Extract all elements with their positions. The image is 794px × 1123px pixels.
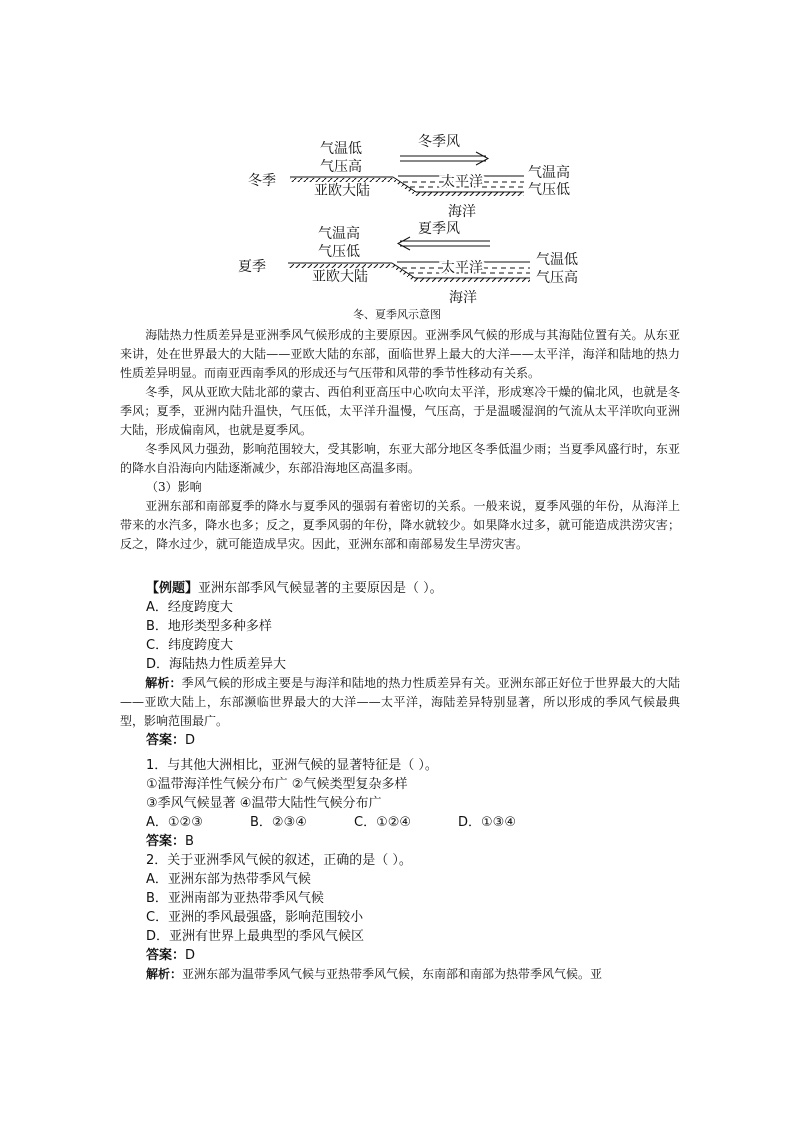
summer-ocean-temp: 气温低 <box>536 252 578 268</box>
summer-wind-label: 夏季风 <box>418 221 460 237</box>
summer-wind-arrow <box>398 237 490 250</box>
q1-options <box>120 813 680 832</box>
example-option-d: D．海陆热力性质差异大 <box>146 657 287 672</box>
q2-option-d: D．亚洲有世界上最典型的季风气候区 <box>146 929 365 944</box>
example-block <box>120 579 680 750</box>
example-question-text: 亚洲东部季风气候显著的主要原因是（ ）。 <box>198 581 443 596</box>
summer-land-pressure: 气压低 <box>318 244 360 260</box>
q2-option-b: B．亚洲南部为亚热带季风气候 <box>146 891 324 906</box>
paragraph-winter-summer: 冬季，风从亚欧大陆北部的蒙古、西伯利亚高压中心吹向太平洋，形成寒冷干燥的偏北风，也就是冬季风；夏季，亚洲内陆升温快，气压低，太平洋升温慢，气压高，于是温暖湿润的气流从太平洋吹向亚洲大陆，形成偏南风，也就是夏季风。 <box>120 385 680 437</box>
example-tag: 【例题】 <box>146 581 199 596</box>
q1-option-b: B．②③④ <box>250 815 307 830</box>
example-analysis <box>120 674 680 731</box>
winter-ocean-name: 太平洋 <box>441 174 483 190</box>
q2-option-a: A．亚洲东部为热带季风气候 <box>146 872 311 887</box>
summer-ocean-name: 太平洋 <box>441 260 483 276</box>
q2-option-c: C．亚洲的季风最强盛，影响范围较小 <box>146 910 364 925</box>
example-answer-value: D <box>185 733 196 748</box>
subheading-impact: （3）影响 <box>146 480 202 494</box>
q2-analysis-label: 解析： <box>146 967 183 981</box>
diagram-caption: 冬、夏季风示意图 <box>353 308 441 321</box>
q2-question: 2．关于亚洲季风气候的叙述，正确的是（ ）。 <box>146 853 412 868</box>
winter-wind-arrow <box>400 152 488 165</box>
example-analysis-label: 解析： <box>145 676 182 690</box>
q1-question: 1．与其他大洲相比，亚洲气候的显著特征是（ ）。 <box>146 758 438 773</box>
body-text <box>120 326 680 554</box>
example-answer-label: 答案： <box>146 733 186 748</box>
q1-answer-value: B <box>185 834 194 849</box>
paragraph-impact: 亚洲东部和南部夏季的降水与夏季风的强弱有着密切的关系。一般来说，夏季风强的年份，从海洋上带来的水汽多，降水也多；反之，夏季风弱的年份，降水就较少。如果降水过多，就可能造成洪涝灾害；反之，降水过少，就可能造成旱灾。因此，亚洲东部和南部易发生旱涝灾害。 <box>120 499 680 551</box>
summer-land-temp: 气温高 <box>318 226 360 242</box>
q1-statements-2: ③季风气候显著 ④温带大陆性气候分布广 <box>146 796 382 811</box>
q1-answer-label: 答案： <box>146 834 186 849</box>
monsoon-diagram <box>0 0 794 310</box>
q1-option-c: C．①②④ <box>354 815 412 830</box>
summer-ocean-pressure: 气压高 <box>536 270 578 286</box>
winter-ocean-pressure: 气压低 <box>528 182 570 198</box>
summer-land-name: 亚欧大陆 <box>312 269 368 285</box>
winter-land-temp: 气温低 <box>320 141 362 157</box>
q1-option-a: A．①②③ <box>146 815 203 830</box>
paragraph-wind-strength: 冬季风风力强劲，影响范围较大，受其影响，东亚大部分地区冬季低温少雨；当夏季风盛行时，东亚的降水自沿海向内陆逐渐减少，东部沿海地区高温多雨。 <box>120 442 680 475</box>
example-analysis-text: 季风气候的形成主要是与海洋和陆地的热力性质差异有关。亚洲东部正好位于世界最大的大陆——亚欧大陆上，东部濒临世界最大的大洋——太平洋，海陆差异特别显著，所以形成的季风气候最典型，影响范围最广。 <box>120 676 680 728</box>
q1-statements-1: ①温带海洋性气候分布广 ②气候类型复杂多样 <box>146 777 408 792</box>
example-question <box>120 579 680 598</box>
winter-wind-label: 冬季风 <box>418 134 460 150</box>
q2-analysis-text: 亚洲东部为温带季风气候与亚热带季风气候，东南部和南部为热带季风气候。亚 <box>182 967 603 981</box>
example-option-b: B．地形类型多种多样 <box>146 619 272 634</box>
winter-land-name: 亚欧大陆 <box>314 183 370 199</box>
q2-answer <box>120 946 680 965</box>
q2-analysis <box>120 965 680 984</box>
question-1 <box>120 756 680 984</box>
winter-sea-label: 海洋 <box>448 204 476 220</box>
q2-answer-value: D <box>185 948 196 963</box>
example-option-c: C．纬度跨度大 <box>146 638 234 653</box>
example-answer <box>120 731 680 750</box>
summer-sea-label: 海洋 <box>449 290 477 306</box>
summer-season-label: 夏季 <box>238 259 266 275</box>
q2-answer-label: 答案： <box>146 948 186 963</box>
q1-option-d: D．①③④ <box>458 815 516 830</box>
winter-ocean-temp: 气温高 <box>528 165 570 181</box>
winter-land-pressure: 气压高 <box>320 159 362 175</box>
example-option-a: A．经度跨度大 <box>146 600 233 615</box>
paragraph-cause: 海陆热力性质差异是亚洲季风气候形成的主要原因。亚洲季风气候的形成与其海陆位置有关。从东亚来讲，处在世界最大的大陆——亚欧大陆的东部，面临世界上最大的大洋——太平洋，海洋和陆地的热力性质差异明显。而南亚西南季风的形成还与气压带和风带的季节性移动有关系。 <box>120 328 680 380</box>
q1-answer <box>120 832 680 851</box>
winter-season-label: 冬季 <box>248 173 276 189</box>
